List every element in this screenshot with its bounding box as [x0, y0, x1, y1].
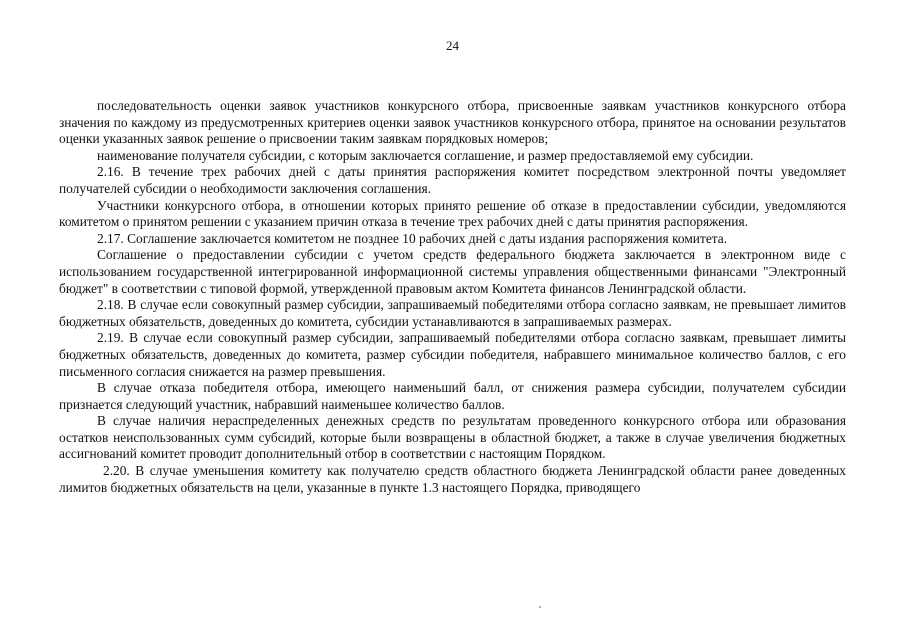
paragraph-2-18: 2.18. В случае если совокупный размер субсидии, запрашиваемый победителями отбора согласно заявкам, не превышает лимитов бюджетных обязательств, доведенных до комитета, субсидии устанавливаются в запрашиваемых размерах. — [59, 297, 846, 329]
paragraph-2-17: 2.17. Соглашение заключается комитетом не позднее 10 рабочих дней с даты издания распоряжения комитета. — [97, 230, 728, 246]
paragraph-evaluation-sequence: последовательность оценки заявок участников конкурсного отбора, присвоенные заявкам участников конкурсного отбора значения по каждому из предусмотренных критериев оценки заявок участников конкурсного отбора, принятое на основании результатов оценки указанных заявок решение о присвоении таким заявкам порядковых номеров; — [59, 98, 846, 147]
paragraph-recipient-name: наименование получателя субсидии, с которым заключается соглашение, и размер предоставляемой ему субсидии. — [97, 147, 754, 163]
document-body — [59, 98, 846, 496]
paragraph-2-20: 2.20. В случае уменьшения комитету как получателю средств областного бюджета Ленинградской области ранее доведенных лимитов бюджетных обязательств на цели, указанные в пункте 1.3 настоящего Порядка, приводящего — [59, 463, 846, 495]
paragraph-2-16: 2.16. В течение трех рабочих дней с даты принятия распоряжения комитет посредством электронной почты уведомляет получателей субсидии о необходимости заключения соглашения. — [59, 164, 846, 196]
paragraph-winner-refusal: В случае отказа победителя отбора, имеющего наименьший балл, от снижения размера субсидии, получателем субсидии признается следующий участник, набравший наименьшее количество баллов. — [59, 380, 846, 412]
page-number: 24 — [446, 38, 459, 53]
paragraph-2-19: 2.19. В случае если совокупный размер субсидии, запрашиваемый победителями отбора согласно заявкам, превышает лимиты бюджетных обязательств, доведенных до комитета, размер субсидии победителя, набравшего минимальное количество баллов, с его письменного согласия снижается на размер превышения. — [59, 330, 846, 379]
paragraph-refusal-notice: Участники конкурсного отбора, в отношении которых принято решение об отказе в предоставлении субсидии, уведомляются комитетом о принятом решении с указанием причин отказа в течение трех рабочих дней с даты принятия распоряжения. — [59, 197, 846, 230]
scan-speck — [539, 606, 541, 608]
paragraph-additional-selection: В случае наличия нераспределенных денежных средств по результатам проведенного конкурсного отбора или образования остатков неиспользованных сумм субсидий, которые были возвращены в областной бюджет, а также в случае увеличения бюджетных ассигнований комитет проводит дополнительный отбор в соответствии с настоящим Порядком. — [59, 413, 846, 462]
paragraph-electronic-agreement: Соглашение о предоставлении субсидии с учетом средств федерального бюджета заключается в электронном виде с использованием государственной интегрированной информационной системы управления общественными финансами "Электронный бюджет" в соответствии с типовой формой, утвержденной правовым актом Комитета финансов Ленинградской области. — [59, 247, 846, 296]
